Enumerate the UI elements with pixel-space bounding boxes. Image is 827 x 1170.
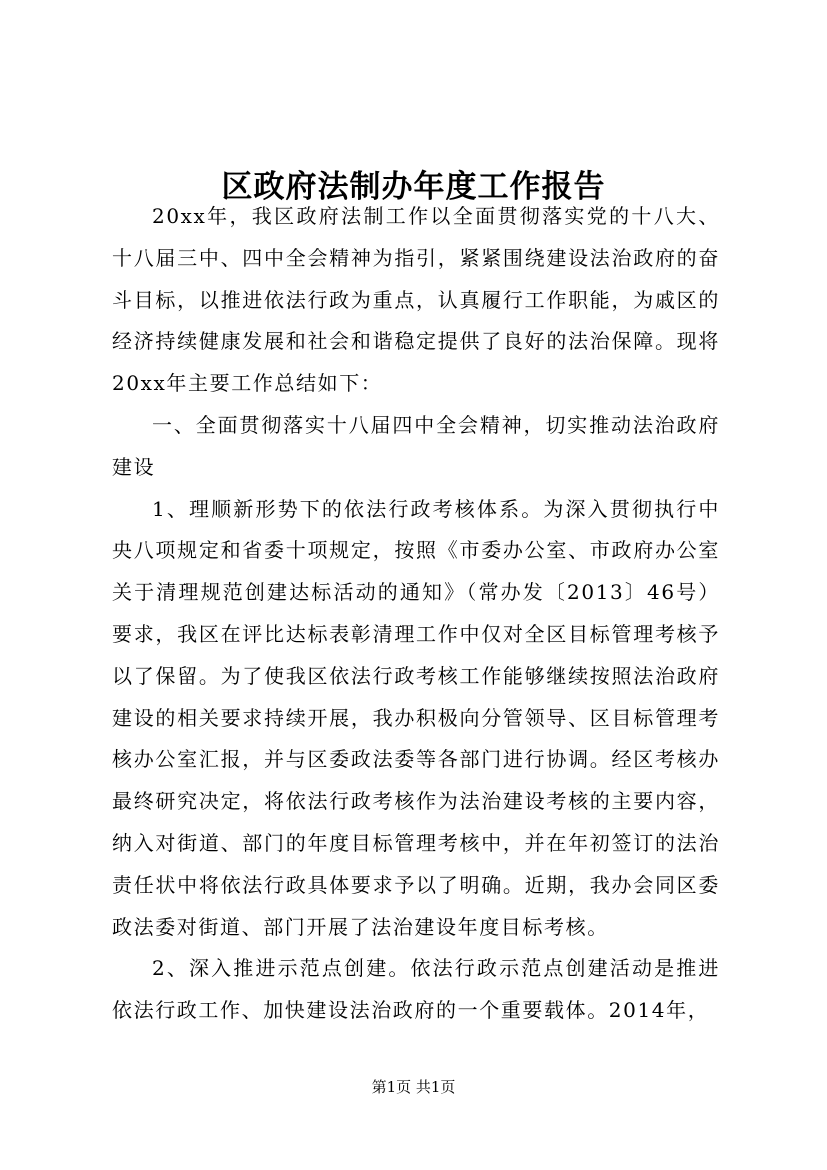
page-footer: 第1页 共1页 bbox=[371, 1078, 456, 1096]
paragraph-section-heading: 一、全面贯彻落实十八届四中全会精神，切实推动法治政府建设 bbox=[112, 412, 720, 479]
paragraph-item-2: 2、深入推进示范点创建。依法行政示范点创建活动是推进依法行政工作、加快建设法治政府的一个重要载体。2014年， bbox=[112, 956, 720, 1023]
paragraph-intro: 20xx年，我区政府法制工作以全面贯彻落实党的十八大、十八届三中、四中全会精神为指引，紧紧围绕建设法治政府的奋斗目标，以推进依法行政为重点，认真履行工作职能，为戚区的经济持续健康发展和社会和谐稳定提供了良好的法治保障。现将20xx年主要工作总结如下： bbox=[112, 204, 720, 396]
paragraph-item-1: 1、理顺新形势下的依法行政考核体系。为深入贯彻执行中央八项规定和省委十项规定，按照《市委办公室、市政府办公室关于清理规范创建达标活动的通知》（常办发〔2013〕46号）要求，我区在评比达标表彰清理工作中仅对全区目标管理考核予以了保留。为了使我区依法行政考核工作能够继续按照法治政府建设的相关要求持续开展，我办积极向分管领导、区目标管理考核办公室汇报，并与区委政法委等各部门进行协调。经区考核办最终研究决定，将依法行政考核作为法治建设考核的主要内容，纳入对街道、部门的年度目标管理考核中，并在年初签订的法治责任状中将依法行政具体要求予以了明确。近期，我办会同区委政法委对街道、部门开展了法治建设年度目标考核。 bbox=[112, 496, 720, 939]
document-title: 区政府法制办年度工作报告 bbox=[221, 168, 606, 205]
document-body bbox=[112, 196, 720, 1032]
